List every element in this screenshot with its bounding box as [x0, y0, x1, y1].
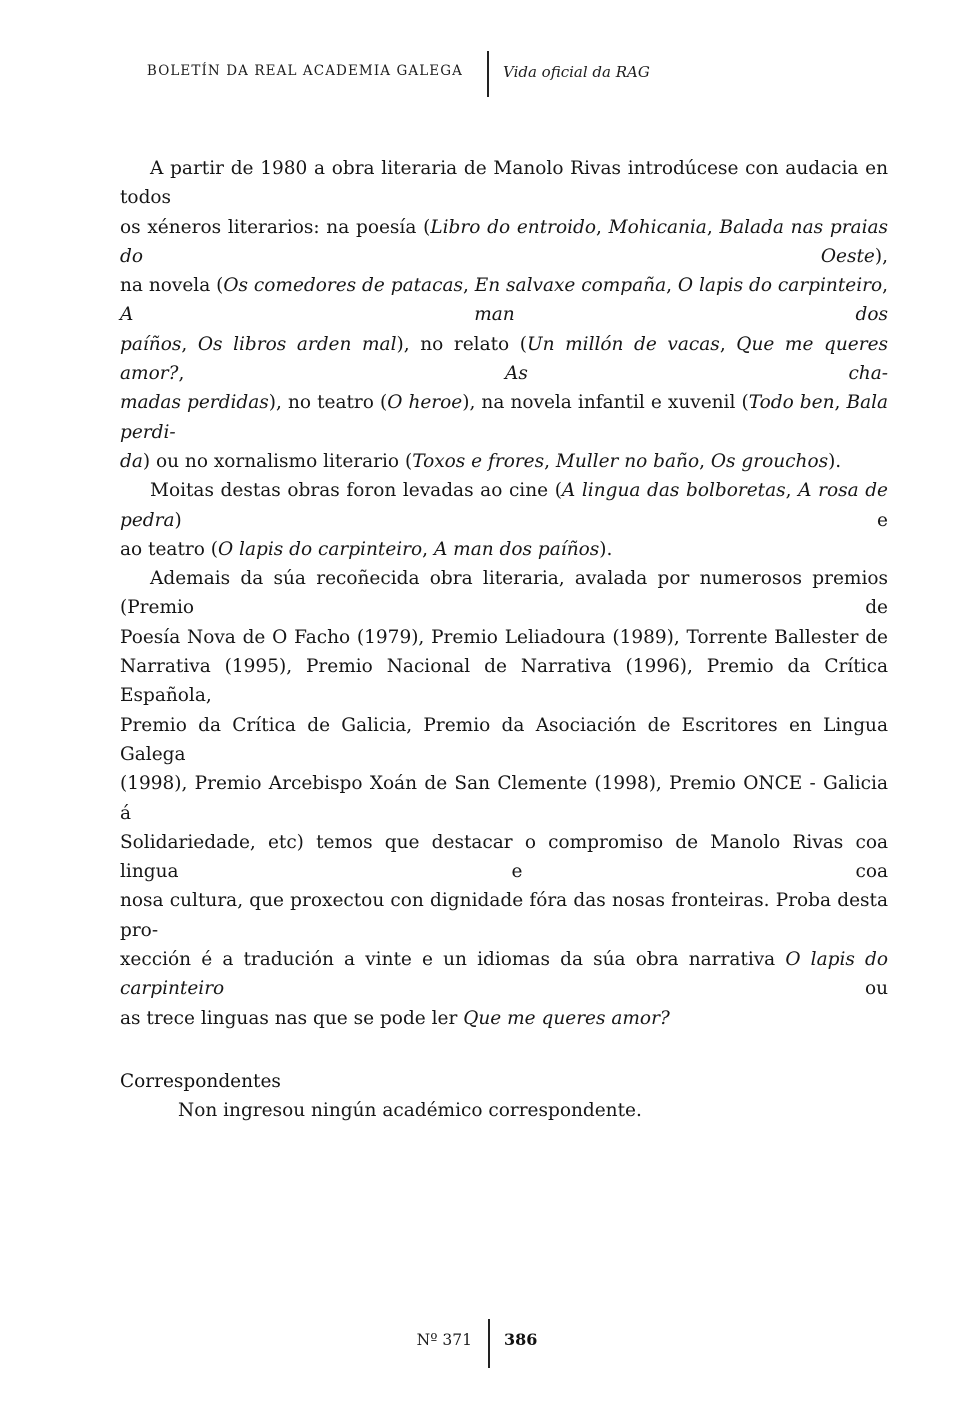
book-title: Un millón de vacas: [527, 333, 720, 355]
book-title: A lingua das bolboretas: [561, 480, 786, 502]
text-line: [120, 623, 888, 652]
correspondentes-heading: Correspondentes: [120, 1070, 281, 1092]
text-segment: ,: [178, 363, 505, 385]
text-segment: Ademais da súa recoñecida obra literaria, avalada por numerosos premios (Premio de: [120, 568, 888, 619]
text-segment: ), na novela infantil e xuvenil (: [462, 392, 749, 414]
correspondentes-note: Non ingresou ningún académico correspondente.: [178, 1100, 642, 1122]
book-title: O lapis do carpinteiro: [120, 949, 888, 1000]
book-title: Balada nas praias do Oeste: [120, 216, 889, 267]
text-line: [120, 769, 888, 828]
text-line: [120, 652, 888, 711]
paragraph: [120, 154, 888, 476]
text-line: [120, 828, 888, 887]
text-line: [120, 271, 888, 330]
text-segment: ,: [706, 216, 720, 238]
text-segment: xección é a tradución a vinte e un idiomas da súa obra narrativa: [120, 949, 786, 971]
text-segment: ,: [785, 480, 799, 502]
text-line: [120, 535, 888, 564]
text-segment: (1998), Premio Arcebispo Xoán de San Clemente (1998), Premio ONCE - Galicia á: [120, 773, 888, 824]
text-segment: ),: [874, 245, 888, 267]
text-line: [120, 330, 888, 389]
text-segment: nosa cultura, que proxectou con dignidade fóra das nosas fronteiras. Proba desta pro-: [120, 890, 888, 941]
book-title: Os grouchos: [710, 450, 829, 472]
paragraph: [120, 476, 888, 564]
text-line: [120, 476, 888, 535]
text-segment: ,: [882, 275, 889, 297]
text-segment: ao teatro (: [120, 538, 218, 560]
book-title: A man dos paíños: [433, 538, 600, 560]
text-segment: ,: [596, 216, 609, 238]
footer-issue-number: Nº 371: [416, 1331, 472, 1349]
book-title: As cha-: [504, 363, 889, 385]
text-line: [120, 945, 888, 1004]
text-line: [120, 447, 888, 476]
book-title: Todo ben: [748, 392, 835, 414]
text-segment: ,: [719, 333, 737, 355]
text-line: [120, 564, 888, 623]
text-segment: ) ou no xornalismo literario (: [142, 450, 413, 472]
journal-title: BOLETÍN DA REAL ACADEMIA GALEGA: [146, 63, 463, 79]
text-segment: Narrativa (1995), Premio Nacional de Narrativa (1996), Premio da Crítica Española,: [120, 656, 888, 707]
book-title: O lapis do carpinteiro: [217, 538, 423, 560]
book-title: paíños: [120, 333, 182, 355]
book-title: da: [120, 450, 143, 472]
text-segment: Poesía Nova de O Facho (1979), Premio Leliadoura (1989), Torrente Ballester de: [120, 626, 888, 648]
footer-page-number: 386: [504, 1330, 538, 1349]
text-segment: ,: [181, 333, 198, 355]
text-segment: ), no relato (: [396, 333, 527, 355]
header-divider: [487, 51, 489, 97]
text-line: [120, 711, 888, 770]
book-title: Bala perdi-: [120, 392, 889, 443]
book-title: Os comedores de patacas: [223, 275, 463, 297]
text-segment: ).: [599, 538, 613, 560]
text-segment: ,: [422, 538, 434, 560]
book-title: En salvaxe compaña: [474, 275, 667, 297]
body-text: [120, 154, 888, 1126]
section-title: Vida oficial da RAG: [503, 63, 650, 81]
book-title: madas perdidas: [120, 392, 269, 414]
text-segment: ,: [666, 275, 678, 297]
book-title: A man dos: [120, 304, 888, 326]
correspondentes-section: [120, 1067, 888, 1126]
text-line: [120, 886, 888, 945]
paragraph: [120, 564, 888, 1033]
text-line: [120, 213, 888, 272]
text-line: [120, 1004, 888, 1033]
text-segment: ou: [224, 978, 888, 1000]
text-segment: Moitas destas obras foron levadas ao cine (: [150, 480, 562, 502]
book-title: Os libros arden mal: [197, 333, 397, 355]
book-title: O heroe: [387, 392, 463, 414]
text-segment: Premio da Crítica de Galicia, Premio da Asociación de Escritores en Lingua Galega: [120, 714, 888, 765]
text-segment: ), no teatro (: [268, 392, 388, 414]
book-title: Toxos e frores: [412, 450, 545, 472]
book-title: Libro do entroido: [430, 216, 597, 238]
text-line: [120, 154, 888, 213]
text-line: [120, 388, 888, 447]
book-title: A rosa de pedra: [120, 480, 889, 531]
text-segment: Solidariedade, etc) temos que destacar o compromiso de Manolo Rivas coa lingua e coa: [120, 831, 888, 883]
book-title: Mohicania: [608, 216, 707, 238]
book-title: Muller no baño: [555, 450, 700, 472]
text-segment: A partir de 1980 a obra literaria de Manolo Rivas introdúcese con audacia en todos: [120, 158, 888, 209]
text-segment: as trece linguas nas que se pode ler: [120, 1007, 464, 1029]
paragraphs-container: [120, 154, 888, 1033]
text-segment: na novela (: [120, 275, 224, 297]
text-segment: ).: [828, 450, 842, 472]
text-segment: ,: [699, 450, 711, 472]
footer-divider: [488, 1319, 490, 1368]
text-segment: ,: [462, 275, 475, 297]
book-title: Que me queres amor?: [463, 1007, 670, 1029]
book-title: Que me queres amor?: [120, 333, 889, 385]
text-segment: ) e: [174, 509, 888, 531]
book-title: O lapis do carpinteiro: [677, 275, 883, 297]
text-segment: ,: [544, 450, 556, 472]
text-segment: ,: [834, 392, 847, 414]
text-segment: os xéneros literarios: na poesía (: [120, 216, 431, 238]
